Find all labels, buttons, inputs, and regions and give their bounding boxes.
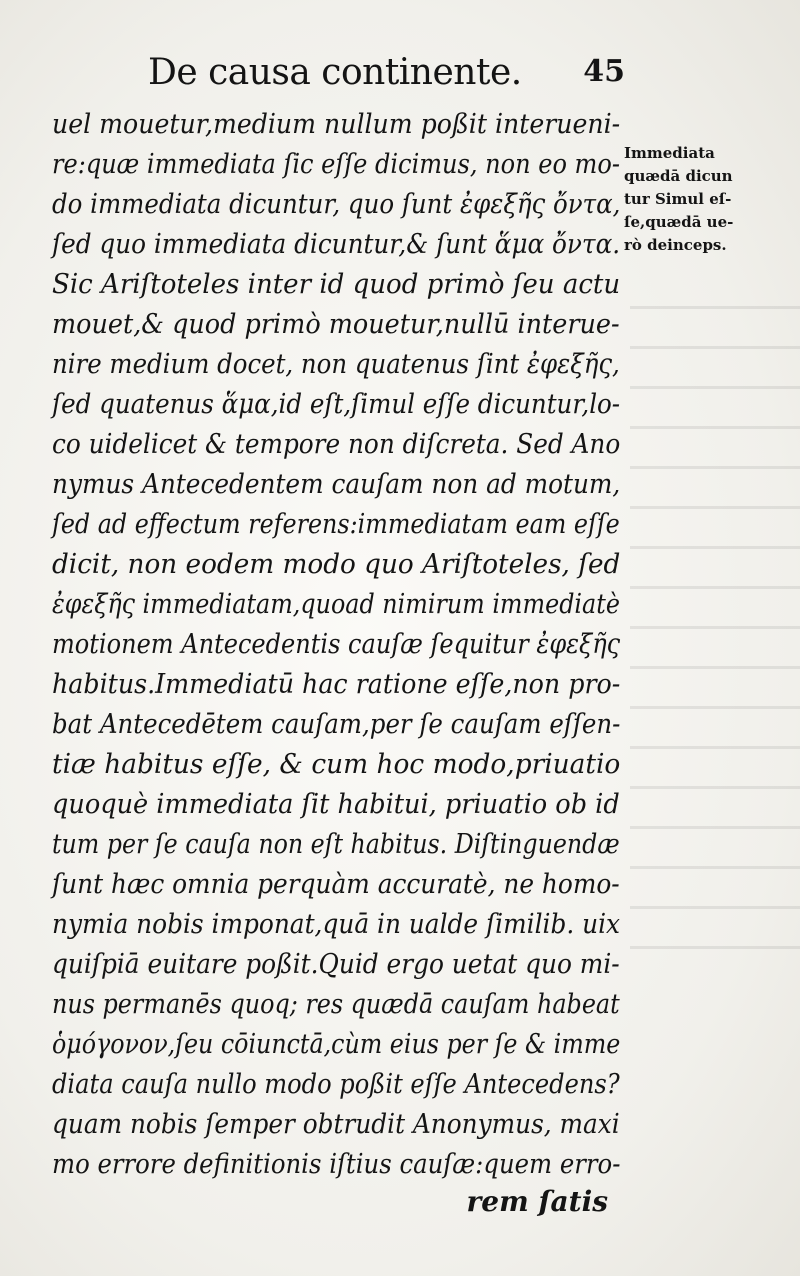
show-through-bleed	[630, 280, 800, 980]
text-line: ſunt hæc omnia perquàm accuratè, ne homo-	[52, 869, 620, 900]
margin-note-line: Immediata	[624, 144, 715, 162]
text-line: ſed quo immediata dicuntur,& ſunt ἅμα ὄντα.	[52, 229, 621, 260]
running-header	[60, 48, 625, 98]
text-line: tum per ſe cauſa non eſt habitus. Diſtinguendæ	[52, 829, 620, 860]
margin-note-line: ſe,quædā ue-	[624, 213, 734, 231]
text-line: nire medium docet, non quatenus ſint ἐφεξῆς,	[52, 349, 620, 380]
body-text	[52, 105, 622, 1185]
text-line: Sic Ariſtoteles inter id quod primò ſeu actu	[52, 269, 621, 300]
text-line: ὁμόγονον,ſeu cōiunctā,cùm eius per ſe & imme	[52, 1029, 621, 1060]
text-line: ſed quatenus ἅμα,id eſt,ſimul eſſe dicuntur,lo-	[52, 389, 621, 420]
text-line: co uidelicet & tempore non diſcreta. Sed Ano	[52, 429, 621, 460]
text-line: quam nobis ſemper obtrudit Anonymus, maxi	[52, 1109, 620, 1140]
text-line: nus permanēs quoq; res quædā cauſam habeat	[52, 989, 620, 1020]
margin-note-line: quædā dicun	[624, 167, 733, 185]
text-line: tiæ habitus eſſe, & cum hoc modo,priuatio	[52, 749, 621, 780]
text-line: uel mouetur,medium nullum poßit interueni-	[52, 109, 621, 140]
text-line: re:quæ immediata ſic eſſe dicimus, non eo mo-	[52, 149, 620, 180]
text-line: ἐφεξῆς immediatam,quoad nimirum immediatè	[52, 589, 620, 620]
text-line: bat Antecedētem cauſam,per ſe cauſam eſſen-	[52, 709, 621, 740]
text-line: diata cauſa nullo modo poßit eſſe Antecedens?	[52, 1069, 620, 1100]
text-line: motionem Antecedentis cauſæ ſequitur ἐφεξῆς	[52, 629, 621, 660]
margin-note-line: rò deinceps.	[624, 236, 727, 254]
margin-note-line: tur Simul eſ-	[624, 190, 732, 208]
text-line: habitus.Immediatū hac ratione eſſe,non pro-	[52, 669, 621, 700]
margin-note	[624, 142, 774, 257]
text-line: quiſpiā euitare poßit.Quid ergo uetat quo mi-	[52, 949, 620, 980]
text-line: mo errore definitionis iſtius cauſæ:quem erro-	[52, 1149, 621, 1180]
catchword: rem ſatis	[466, 1185, 608, 1218]
text-line: dicit, non eodem modo quo Ariſtoteles, ſed	[52, 549, 621, 580]
text-line: mouet,& quod primò mouetur,nullū interue-	[52, 309, 620, 340]
text-line: nymia nobis imponat,quā in ualde ſimilib. uix	[52, 909, 621, 940]
running-title: De causa continente.	[148, 52, 522, 93]
text-line: nymus Antecedentem cauſam non ad motum,	[52, 469, 621, 500]
page-number: 45	[583, 54, 625, 89]
text-line: quoquè immediata ſit habitui, priuatio ob id	[52, 789, 620, 820]
text-line: ſed ad effectum referens:immediatam eam eſſe	[52, 509, 620, 540]
text-line: do immediata dicuntur, quo ſunt ἐφεξῆς ὄντα,	[52, 189, 621, 220]
